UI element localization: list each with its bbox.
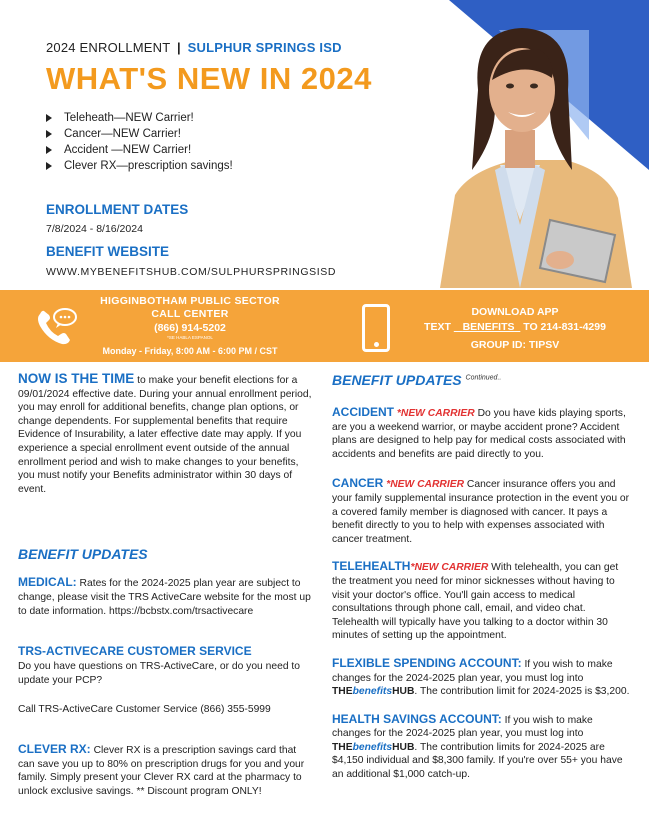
clever-rx-body: Clever RX is a prescription savings card that can save you up to 80% on prescription drugs for you and your family. Simply present your Clever RX card at the pharmacy to unlock exclusive savings. ** Discount program ONLY! xyxy=(18,744,305,797)
page-title: WHAT'S NEW IN 2024 xyxy=(46,61,372,96)
call-center-label: CALL CENTER xyxy=(151,308,229,320)
trs-body: Do you have questions on TRS-ActiveCare, or do you need to update your PCP? xyxy=(18,661,300,686)
cancer-new-carrier-tag: *NEW CARRIER xyxy=(386,479,465,491)
header xyxy=(46,40,386,97)
now-is-the-time-heading: NOW IS THE TIME xyxy=(18,371,135,386)
group-id: GROUP ID: TIPSV xyxy=(470,339,560,351)
list-item-label: Accident —NEW Carrier! xyxy=(64,144,192,156)
hsa-heading: HEALTH SAVINGS ACCOUNT: xyxy=(332,711,502,726)
arrow-bullet-icon xyxy=(46,162,52,170)
benefit-updates-label: BENEFIT UPDATES xyxy=(332,372,462,388)
fsa-paragraph xyxy=(332,657,632,699)
medical-paragraph xyxy=(18,576,312,618)
text-number: TO 214-831-4299 xyxy=(523,321,606,333)
benefit-website-link[interactable]: WWW.MYBENEFITSHUB.COM/SULPHURSPRINGSISD xyxy=(46,266,337,278)
download-app-title: DOWNLOAD APP xyxy=(471,306,559,318)
benefit-updates-heading: BENEFIT UPDATES xyxy=(18,546,148,563)
spanish-note: *SE HABLA ESPANOL xyxy=(167,335,213,340)
continued-label: Continued.. xyxy=(465,374,502,382)
medical-body: Rates for the 2024-2025 plan year are subject to change, please visit the TRS ActiveCare website for the most up to date information. https://bcbstx.com/trsactivecare xyxy=(18,578,311,617)
woman-with-tablet-photo xyxy=(400,20,640,288)
trs-call: Call TRS-ActiveCare Customer Service (866) 355-5999 xyxy=(18,704,271,716)
clever-rx-heading: CLEVER RX: xyxy=(18,741,91,756)
hsa-limit: . The contribution limits for 2024-2025 are $4,150 individual and $8,300 family. If you're over 55+ you have an additional $1,000 catch-up. xyxy=(332,741,623,781)
call-center-org: HIGGINBOTHAM PUBLIC SECTOR xyxy=(100,295,280,307)
telehealth-paragraph xyxy=(332,560,632,643)
right-column xyxy=(332,372,632,782)
download-app-info xyxy=(400,305,630,351)
list-item xyxy=(46,158,233,174)
cancer-paragraph xyxy=(332,477,632,546)
telehealth-body: With telehealth, you can get the treatment you need for minor sicknesses without having to visit your doctor's office. You'll gain access to medical consultations through phone call, email, and video chat. Telehealth will typically have you talking to a doctor within 30 minutes of setting up the appointment. xyxy=(332,562,619,642)
fsa-body: If you wish to make changes for the 2024-2025 plan year, you must log into xyxy=(332,658,613,684)
telehealth-new-carrier-tag: *NEW CARRIER xyxy=(410,562,489,574)
accident-body: Do you have kids playing sports, are you a weekend warrior, or maybe accident prone? Accident plans are designed to help pay for medical costs associated with accidents and benefits are paid directly to you. xyxy=(332,408,626,460)
benefit-updates-continued-heading xyxy=(332,372,632,388)
enrollment-line xyxy=(46,40,386,55)
now-is-the-time-paragraph xyxy=(18,372,312,496)
telehealth-heading: TELEHEALTH xyxy=(332,559,411,574)
enrollment-dates-value: 7/8/2024 - 8/16/2024 xyxy=(46,223,143,235)
fsa-heading: FLEXIBLE SPENDING ACCOUNT: xyxy=(332,655,522,670)
cancer-heading: CANCER xyxy=(332,476,384,491)
whats-new-list xyxy=(46,110,233,174)
list-item xyxy=(46,110,233,126)
left-column xyxy=(18,372,312,798)
list-item xyxy=(46,126,233,142)
list-item-label: Clever RX—prescription savings! xyxy=(64,160,233,172)
cancer-body: Cancer insurance offers you and your family supplemental insurance protection in the event you or a covered family member is diagnosed with cancer. It pays a benefit directly to you to help with expenses associated with cancer treatment. xyxy=(332,479,630,545)
accident-new-carrier-tag: *NEW CARRIER xyxy=(396,408,475,419)
list-item-label: Cancer—NEW Carrier! xyxy=(64,128,181,140)
district-name: SULPHUR SPRINGS ISD xyxy=(187,40,342,55)
enrollment-label: 2024 ENROLLMENT xyxy=(46,40,171,55)
benefitshub-brand: THEbenefitsHUB xyxy=(332,741,415,753)
list-item-label: Teleheath—NEW Carrier! xyxy=(64,112,194,124)
hsa-paragraph xyxy=(332,713,632,782)
arrow-bullet-icon xyxy=(46,146,52,154)
benefitshub-brand: THEbenefitsHUB xyxy=(332,686,415,698)
text-prefix: TEXT xyxy=(424,321,451,333)
call-center-phone[interactable]: (866) 914-5202 xyxy=(154,322,226,334)
benefit-website-heading: BENEFIT WEBSITE xyxy=(46,244,170,259)
call-center-info xyxy=(90,295,290,356)
arrow-bullet-icon xyxy=(46,114,52,122)
accident-paragraph xyxy=(332,406,632,461)
contact-band xyxy=(0,290,649,362)
list-item xyxy=(46,142,233,158)
clever-rx-paragraph xyxy=(18,743,312,798)
mobile-phone-icon xyxy=(362,304,390,352)
call-center-hours: Monday - Friday, 8:00 AM - 6:00 PM / CST xyxy=(102,346,278,356)
accident-heading: ACCIDENT xyxy=(332,405,394,419)
text-instruction xyxy=(400,319,630,335)
medical-heading: MEDICAL: xyxy=(18,575,77,590)
enrollment-dates-heading: ENROLLMENT DATES xyxy=(46,202,189,217)
separator: | xyxy=(176,40,181,55)
hsa-body: If you wish to make changes for the 2024-2025 plan year, you must log into xyxy=(332,714,593,740)
trs-heading: TRS-ACTIVECARE CUSTOMER SERVICE xyxy=(18,644,252,659)
now-is-the-time-body: to make your benefit elections for a 09/01/2024 effective date. During your annual enrollment period, you may enroll for additional benefits, change plan options, or change dependents. For supplemental benefits that require Evidence of Insurability, a later effective date may apply. If you experience a special enrollment event outside of the annual enrollment period and wish to make changes to your benefits, you must notify your Benefits administrator within 30 days of event. xyxy=(18,375,312,495)
fsa-limit: . The contribution limit for 2024-2025 is $3,200. xyxy=(414,686,630,698)
phone-icon xyxy=(34,306,78,346)
arrow-bullet-icon xyxy=(46,130,52,138)
text-keyword: BENEFITS xyxy=(462,321,515,333)
